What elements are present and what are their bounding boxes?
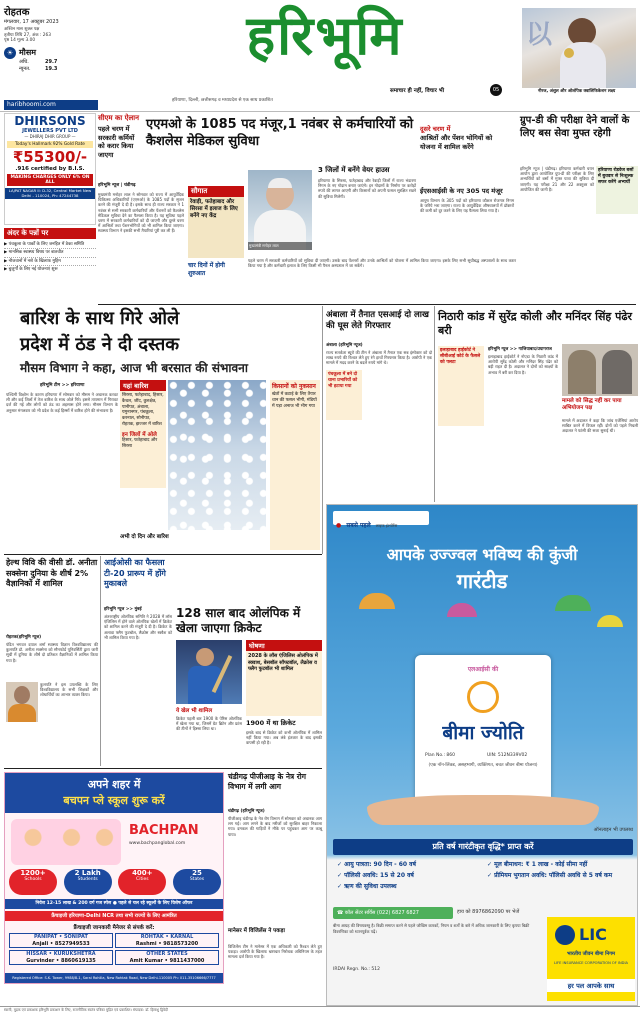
bachpan-band: निवेश 12-15 लाख & 200 वर्ग गज स्पेस ● पहले से चल रहे स्कूलों के लिए विशेष ऑफर — [5, 899, 223, 909]
bachpan-contact-label: फ्रैंचाइजी जानकारी मैनेजर से संपर्क करें: — [73, 925, 155, 931]
olympic-body: क्रिकेट पहली बार 1900 के पेरिस ओलंपिक में खेला गया था, जिसमें ग्रेट ब्रिटेन और फ्रांस की टीमों ने हिस्सा लिया था। — [176, 716, 242, 732]
lead-headline: एएमओ के 1085 पद मंजूर,1 नवंबर से कर्मचारियों को कैशलेस मेडिकल सुविधा — [146, 117, 414, 149]
vc-photo — [6, 682, 38, 722]
inside-pages-item[interactable]: ▶ पंचकूला के पार्कों के लिए जनहित में ठेका समिति — [4, 241, 96, 249]
pension-box — [420, 124, 494, 184]
temp-max-value: 29.7 — [45, 58, 58, 65]
sports-teaser-photo: 以 — [522, 8, 636, 88]
making-charges: MAKING CHARGES ONLY 6% ON ALL — [7, 174, 93, 186]
imprint-footer: स्वामी, मुद्रक एवं प्रकाशक हरिभूमि प्रकाशन के लिए, राजनीतिक स्वतंत्र पत्रिका मुद्रित एवं प्रकाशित। संपादक: डॉ. हिमांशु द्विवेदी — [4, 1008, 168, 1012]
gold-purity: .916 certified by B.I.S. — [15, 166, 85, 172]
hands-illustration — [367, 795, 599, 825]
online-tag: ऑनलाइन भी उपलब्ध — [593, 827, 633, 833]
inside-pages-item[interactable]: ▶ मानसिक स्वास्थ्य विषय पर बातचीत — [4, 249, 96, 257]
panchang-line: तृतीया तिथि 27, अंक : 263 — [4, 32, 51, 38]
weather-dateline: हरिभूमि टीम >> हरियाणा — [40, 383, 85, 388]
bachpan-line2: बचपन प्ले स्कूल शुरू करें — [63, 794, 165, 807]
nithari-body: इलाहाबाद हाईकोर्ट ने नोएडा के निठारी कांड में आरोपी सुरेंद्र कोली और मनिंदर सिंह पंढेर को बड़ी राहत दी है। अदालत ने दोनों को साक्ष्यों के अभाव में बरी कर दिया है। — [488, 354, 558, 375]
lead-sub-box: चार दिनों में होगी शुरुआत — [188, 262, 225, 277]
lic-logo-block — [547, 917, 635, 1001]
website-url[interactable]: haribhoomi.com — [7, 101, 56, 108]
dhirsons-ad[interactable] — [4, 113, 96, 225]
nithari-callout: इलाहाबाद हाईकोर्ट ने सीबीआई कोर्ट के फैसले को पलटा — [438, 346, 484, 426]
edition-city: रोहतक — [4, 7, 30, 18]
lic-headline-2: गारंटीड — [456, 569, 508, 593]
lic-tagline: हर पल आपके साथ — [547, 979, 635, 992]
parachute-icon — [447, 603, 477, 617]
pgi-sub: मानेसर में विजिलेंस ने पकड़ा — [228, 928, 285, 934]
lic-badge-line2: लाइफ इंश्योरेंस — [375, 523, 398, 528]
inside-pages-item[interactable]: ▶ नौजवानों में नशे के खिलाफ मुहिम — [4, 258, 96, 266]
vc-headline: हेल्थ विवि की वीसी डॉ. अनीता सक्सेना दुनिया के शीर्ष 2% वैज्ञानिकों में शामिल — [6, 558, 98, 588]
vc-dateline: रोहतक(हरिभूमि न्यूज) — [6, 635, 42, 640]
lead-body-col1: मुख्यमंत्री मनोहर लाल ने सोमवार को राज्य में आयुर्वेदिक चिकित्सा अधिकारियों (एएमओ) के 1085 पदों के सृजन करने की मंजूरी दे दी है। इसके साथ ही राज्य सरकार ने 1 नवंबर से सभी सरकारी कर्मचारियों और पेंशनरों को कैशलेस मेडिकल सुविधा देने का फैसला किया है। यह सुविधा पहले चरण में सरकारी कर्मचारियों को दी जाएगी और दूसरे चरण में आश्रितों तथा पेंशनभोगियों को भी शामिल किया जाएगा। स्वास्थ्य विभाग ने इसकी सभी तैयारियां पूरी कर ली हैं। — [98, 192, 184, 234]
stat-badge: 25 States — [173, 869, 221, 895]
lic-badge-line1: सबसे पहले — [346, 522, 371, 529]
sports-page-badge: 05 — [490, 84, 502, 96]
bachpan-ad[interactable] — [4, 772, 224, 984]
ioc-dateline: हरिभूमि न्यूज >> मुंबई — [104, 607, 142, 612]
lic-whatsapp[interactable]: हाय को 8976862090 पर भेजें — [457, 909, 520, 915]
tagline: हरियाणा, दिल्ली, छत्तीसगढ़ व मध्यप्रदेश से एक साथ प्रकाशित — [172, 98, 273, 103]
lead-kicker: सौगात — [188, 186, 244, 197]
dhirsons-address: LAJPAT NAGAR II: D-32, Central Market New Delhi - 110024, Ph: 47244738 — [5, 188, 95, 199]
dhirsons-group: — DHIRAJ DHIR GROUP — — [24, 134, 76, 139]
pgi-body: पीजीआइ चंडीगढ़ के नेत्र रोग विभाग में सोमवार को अचानक आग लग गई। आग लगने के बाद मरीजों को सुरक्षित बाहर निकाला गया। दमकल की गाड़ियों ने मौके पर पहुंचकर आग पर काबू पाया। — [228, 816, 322, 837]
pgi-headline: चंडीगढ़ पीजीआइ के नेत्र रोग विभाग में लगी आग — [228, 772, 306, 791]
nithari-side-body: मामले में अदालत ने कहा कि जांच एजेंसियां आरोप साबित करने में विफल रहीं। दोनों को पहले निचली अदालत ने फांसी की सजा सुनाई थी। — [562, 418, 638, 434]
contact-block[interactable]: OTHER STATES Amit Kumar • 9811437000 — [115, 950, 219, 965]
ambala-body: राज्य सतर्कता ब्यूरो की टीम ने अंबाला में तैनात एक सब इंस्पेक्टर को दो लाख रुपये की रिश्वत लेते हुए रंगे हाथों गिरफ्तार किया है। आरोपी ने एक मामले में मदद करने के बदले रुपये मांगे थे। — [326, 350, 432, 366]
olympic-sub: 1900 में था क्रिकेट — [246, 719, 296, 727]
hail-box-title: इन जिलों में ओले — [122, 431, 157, 438]
panchang-line: अश्विन मास शुक्ल पक्ष — [4, 27, 40, 32]
dhirsons-name: DHIRSONS — [14, 114, 86, 128]
weather-badge: ☀ — [4, 47, 16, 59]
contact-block[interactable]: PANIPAT • SONIPAT Anjali • 8527949533 — [9, 933, 113, 948]
cm-photo — [248, 170, 312, 250]
pgi-sub-body: विजिलेंस टीम ने मानेसर में एक अधिकारी को रिश्वत लेते हुए पकड़ा। आरोपी के खिलाफ भ्रष्टाचार निरोधक अधिनियम के तहत मामला दर्ज किया गया है। — [228, 944, 322, 960]
announcement-title: घोषणा — [246, 640, 322, 651]
inside-pages-box — [4, 228, 96, 298]
lic-name-en: LIFE INSURANCE CORPORATION OF INDIA — [554, 961, 628, 965]
olympic-sub-body: इसके बाद से क्रिकेट को कभी ओलंपिक में शामिल नहीं किया गया। अब लंबे इंतजार के बाद इसकी वापसी हो रही है। — [246, 730, 322, 746]
logo-text: हरिभूमि — [246, 4, 404, 67]
ambala-headline: अंबाला में तैनात एसआई दो लाख की घूस लेते गिरफ्तार — [326, 310, 429, 331]
rain-box-text: सिरसा, फतेहाबाद, हिसार, कैथल, जींद, कुरुक्षेत्र, पानीपत, अंबाला, यमुनानगर, पंचकूला, करनाल, सोनीपत, रोहतक, झज्जर में बारिश — [122, 393, 164, 427]
pgi-dateline: चंडीगढ़ (हरिभूमि न्यूज) — [228, 809, 265, 814]
inside-pages-title: अंदर के पन्नों पर — [4, 228, 96, 239]
olympic-headline: 128 साल बाद ओलंपिक में खेला जाएगा क्रिकेट — [176, 606, 301, 635]
weather-subhead: मौसम विभाग ने कहा, आज भी बरसात की संभावना — [20, 361, 248, 375]
sports-teaser-text: नीरज, अंशुल और ओलंपिक क्वालिफिकेशन लक्ष्य — [538, 89, 616, 94]
olympic-headline-top — [176, 560, 322, 604]
inside-pages-item[interactable]: ▶ बुजुर्गों के लिए नई योजनाएं शुरू — [4, 266, 58, 272]
temp-min-value: 19.3 — [45, 65, 58, 72]
contact-block[interactable]: ROHTAK • KARNAL Rashmi • 9818573200 — [115, 933, 219, 948]
bachpan-franchise: फ्रैंचाइजी हरियाणा-Delhi NCR तथा सभी राज्यों के लिए आमंत्रित — [5, 911, 223, 921]
temp-min-label: न्यूनत. — [19, 65, 31, 72]
lic-name-hi: भारतीय जीवन बीमा निगम — [567, 951, 615, 957]
warehouse-body: हरियाणा के सिरसा, फतेहाबाद और रेवाड़ी जिलों में राज्य भंडारण निगम के नए गोदाम बनाए जाएंगे। इन गोदामों के निर्माण पर करोड़ों रुपये की लागत आएगी और किसानों को अपनी फसल सुरक्षित रखने की सुविधा मिलेगी। — [318, 178, 416, 199]
hail-box-text: हिसार, फतेहाबाद और सिरसा — [122, 437, 158, 449]
ioc-headline: आईओसी का फैसला टी-20 प्रारूप में होंगे मुकाबले — [104, 558, 166, 588]
farmer-box-text: खेतों में कटाई के लिए तैयार धान की फसल भीगी, मंडियों में पड़ा अनाज भी भीग गया — [272, 392, 317, 409]
stat-badge: 1200+ Schools — [9, 869, 57, 895]
parachute-icon — [555, 595, 591, 611]
edition-date: मंगलवार, 17 अक्टूबर 2023 — [4, 19, 59, 25]
masthead-left-info — [4, 4, 104, 98]
pension-text: आश्रितों और पेंशन भोगियों को योजना में शामिल करेंगे — [420, 134, 493, 151]
nithari-photo — [562, 344, 638, 396]
rain-box — [120, 380, 166, 488]
lead-kicker-text: रेवाड़ी, फतेहाबाद और सिरसा में इलाज के लिए बनेंगे नए केंद्र — [190, 199, 238, 219]
bachpan-line1: अपने शहर में — [87, 778, 141, 791]
lic-irdai: IRDAI Regn. No.: 512 — [333, 967, 380, 972]
bachpan-site[interactable]: www.bachpanglobal.com — [129, 841, 186, 846]
weather-label: मौसम — [19, 47, 37, 57]
lic-feature: ✓ पॉलिसी अवधि: 15 से 20 वर्ष — [337, 872, 414, 879]
parachute-icon — [597, 615, 623, 627]
lic-headline: आपके उज्ज्वल भविष्य की कुंजी — [386, 545, 578, 564]
cm-announcement-text: पहले चरण में सरकारी कर्मियों को करार किया जाएगा — [98, 125, 135, 159]
cm-photo-caption: मुख्यमंत्री मनोहर लाल — [248, 242, 312, 250]
vc-body: पंडित भगवत दयाल शर्मा स्वास्थ्य विज्ञान विश्वविद्यालय की कुलपति डॉ. अनीता सक्सेना को स्टैनफोर्ड यूनिवर्सिटी द्वारा जारी सूची में दुनिया के शीर्ष दो प्रतिशत वैज्ञानिकों में शामिल किया गया है। — [6, 642, 98, 663]
ambala-callout: पंचकूला में बने दो थाना प्रभारियों को भी हटाया गया — [326, 370, 362, 420]
lead-kicker-box — [188, 186, 244, 258]
contact-block[interactable]: HISSAR • KURUKSHETRA Gurvinder • 8860619135 — [9, 950, 113, 965]
announcement-text: 2028 के लॉस एंजिलिस ओलंपिक में स्क्वाश, बेसबॉल सॉफ्टबॉल, लैक्रोस व फ्लैग फुटबॉल भी शामिल — [248, 653, 318, 672]
weather-headline-2: प्रदेश में ठंड ने दी दस्तक — [20, 334, 180, 355]
lic-top-badge: ● सबसे पहले लाइफ इंश्योरेंस — [333, 511, 429, 525]
ioc-body: अंतरराष्ट्रीय ओलंपिक समिति ने 2028 में लॉस एंजिलिस में होने वाले ओलंपिक खेलों में क्रिकेट को शामिल करने की मंजूरी दे दी है। क्रिकेट के अलावा फ्लैग फुटबॉल, लैक्रोस और स्क्वैश को भी शामिल किया गया है। — [104, 614, 172, 640]
lead-bottom-strip: पहले चरण में सरकारी कर्मचारियों को सुविधा दी जाएगी। उसके बाद पेंशनरों और उनके आश्रितों को योजना में शामिल किया जाएगा। इसके लिए सभी सूचीबद्ध अस्पतालों के साथ करार किया गया है और कर्मचारी इलाज के लिए किसी भी पैनल अस्पताल में जा सकेंगे। — [248, 258, 516, 269]
weather-headline-1: बारिश के साथ गिरे ओले — [20, 308, 180, 329]
weather-body: पश्चिमी विक्षोभ के कारण हरियाणा में सोमवार को मौसम ने अचानक करवट ली और कई जिलों में तेज बारिश के साथ ओले गिरे। इससे तापमान में गिरावट दर्ज की गई और लोगों को ठंड का अहसास होने लगा। मौसम विभाग के अनुसार मंगलवार को भी प्रदेश के कई हिस्सों में बारिश होने की संभावना है। — [6, 392, 118, 413]
groupd-box: हरियाणा रोडवेज बसों में बुधवार से निःशुल्क सफर करेंगे अभ्यर्थी — [596, 166, 638, 214]
cm-announcement-kicker: सीएम का ऐलान — [98, 114, 139, 122]
parachute-icon — [359, 593, 395, 609]
lead-dateline: हरिभूमि न्यूज | चंडीगढ़ — [98, 183, 136, 188]
cricket-photo — [176, 640, 242, 704]
announcement-box — [246, 640, 322, 716]
farmer-box — [270, 380, 320, 550]
bima-jyoti-icon — [467, 681, 499, 713]
dhirsons-sub: JEWELLERS PVT LTD — [22, 128, 78, 134]
newspaper-logo — [170, 6, 480, 66]
plan-uin: UIN: 512N339V02 — [487, 753, 528, 758]
warehouse-sub: 3 जिलों में बनेंगे वेयर हाउस — [318, 166, 390, 174]
nithari-headline: निठारी कांड में सुरेंद्र कोली और मनिंदर सिंह पंढेर बरी — [438, 310, 633, 337]
bachpan-footer: Registered Office: S.K. Tower, 9988/8-1, Sarai Rohilla, New Rohtak Road, New Delhi-110005 Ph: 011-35106666/7777 — [5, 973, 223, 983]
bima-jyoti-card — [415, 655, 551, 805]
lic-feature: ✓ प्रीमियम भुगतान अवधि: पॉलिसी अवधि से 5 वर्ष कम — [487, 872, 613, 879]
lic-logo-icon — [555, 925, 575, 945]
groupd-body: हरिभूमि न्यूज | चंडीगढ़। हरियाणा कर्मचारी चयन आयोग द्वारा आयोजित ग्रुप-डी की परीक्षा के लिए अभ्यर्थियों को बसों में मुफ्त यात्रा की सुविधा दी जाएगी। यह परीक्षा 21 और 22 अक्टूबर को आयोजित की जानी है। — [520, 166, 594, 192]
farmer-box-title: किसानों को नुकसान — [272, 383, 316, 390]
panchang-line: पृष्ठ 14 मूल्य 3.00 — [4, 38, 36, 43]
temp-max-label: अधि. — [19, 58, 29, 65]
product-brand: एलआईसी की — [467, 666, 499, 673]
pension-kicker: दूसरे चरण में — [420, 125, 451, 133]
lic-disclaimer: बीमा आग्रह की विषयवस्तु है। बिक्री समाप्त करने से पहले जोखिम कारकों, नियम व शर्तों के बारे में अधिक जानकारी के लिए कृपया बिक्री विवरणिका को ध्यानपूर्वक पढ़ें। — [333, 923, 530, 934]
lic-ad[interactable] — [326, 504, 638, 1006]
bachpan-logo: BACHPAN — [129, 823, 199, 838]
lic-feature: ✓ ऋण की सुविधा उपलब्ध — [337, 883, 397, 890]
stat-badge: 2 Lakh Students — [64, 869, 112, 895]
stat-badge: 400+ Cities — [118, 869, 166, 895]
lic-band: प्रति वर्ष गारंटीकृत वृद्धि* प्राप्त करें — [333, 839, 633, 855]
slogan: समाचार ही नहीं, विचार भी — [390, 88, 445, 94]
lic-feature: ✓ आयु पात्रता: 90 दिन - 60 वर्ष — [337, 861, 416, 868]
hail-photo-caption: अभी दो दिन और बारिश — [120, 534, 169, 540]
groupd-headline: ग्रुप-डी की परीक्षा देने वालों के लिए बस सेवा मुफ्त रहेगी — [520, 115, 630, 139]
lic-logo: LIC — [579, 925, 607, 944]
gold-rate-label: Today's Hallmark 92% Gold Rate — [7, 141, 93, 148]
esic-sub: ईएसआईसी के नए 305 पद मंजूर — [420, 187, 503, 195]
product-name: बीमा ज्योति — [442, 722, 524, 744]
lic-call-center[interactable]: ☎ कॉल सेंटर सर्विस (022) 6827 6827 — [333, 907, 453, 919]
esic-body: आयुष विभाग के 305 पदों को हरियाणा कौशल रोजगार निगम के जरिये भरा जाएगा। राज्य के आयुर्वेदिक औषधालयों में डॉक्टरों की कमी को दूर करने के लिए यह फैसला लिया गया है। — [420, 198, 514, 214]
rain-box-title: यहां बारिश — [120, 380, 166, 391]
ambala-dateline: अंबाला (हरिभूमि न्यूज) — [326, 343, 363, 348]
plan-desc: (एक नॉन-लिंक्ड, असहभागी, व्यक्तिगत, बचत जीवन बीमा योजना) — [428, 763, 538, 768]
nithari-dateline: हरिभूमि न्यूज >> गाजियाबाद/प्रयागराज — [488, 347, 552, 352]
nithari-photo-caption: मामले को सिद्ध नहीं कर पाया अभियोजन पक्ष — [562, 398, 622, 411]
lic-feature: ✓ मूल बीमाधन: ₹ 1 लाख - कोई सीमा नहीं — [487, 861, 588, 868]
cricket-photo-caption: ये खेल भी शामिल — [176, 708, 213, 714]
kids-illustration — [11, 819, 121, 865]
gold-rate-value: ₹55300/- — [12, 148, 88, 166]
hail-photo — [168, 380, 266, 530]
website-bar[interactable] — [4, 100, 98, 110]
vc-body-2: कुलपति ने इस उपलब्धि के लिए विश्वविद्यालय के सभी शिक्षकों और शोधार्थियों का आभार व्यक्त किया। — [40, 682, 98, 698]
tagline-row — [172, 86, 512, 103]
plan-no: Plan No.: 860 — [425, 753, 456, 758]
